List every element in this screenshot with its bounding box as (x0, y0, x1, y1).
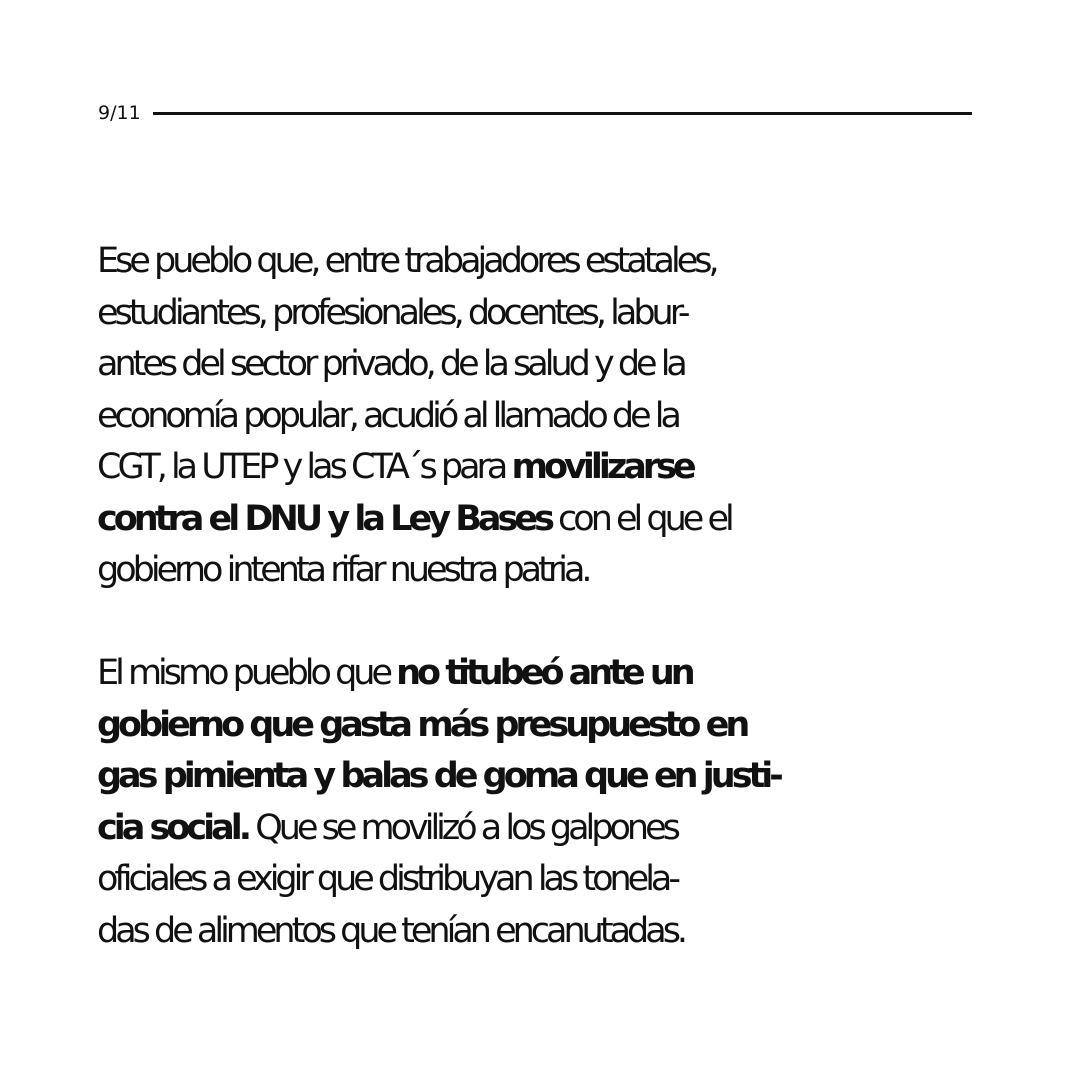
page-indicator: 9/11 (98, 102, 141, 124)
p1-line-5-bold: movilizarse (511, 447, 693, 487)
body-text (97, 236, 987, 957)
p1-line-7: gobierno intenta rifar nuestra patria. (97, 550, 589, 590)
p2-line-3: gas pimienta y balas de goma que en justi- (97, 756, 780, 796)
p1-line-5-regular: CGT, la UTEP y las CTA´s para (97, 447, 512, 487)
p1-line-6-bold: contra el DNU y la Ley Bases (97, 498, 551, 539)
p2-line-4-regular: Que se movilizó a los galpones (248, 807, 677, 848)
paragraph-1 (97, 236, 987, 597)
p1-line-4: economía popular, acudió al llamado de la (97, 395, 678, 436)
p1-line-5 (97, 442, 987, 494)
p2-line-6: das de alimentos que tenían encanutadas. (97, 910, 685, 951)
paragraph-spacer (97, 597, 987, 649)
p2-line-2: gobierno que gasta más presupuesto en (97, 704, 747, 745)
p1-line-6-regular: con el que el (550, 498, 731, 539)
page-header (98, 99, 972, 127)
p2-line-4 (97, 803, 987, 855)
p2-line-1-bold: no titubeó ante un (396, 653, 692, 693)
header-divider (153, 112, 972, 115)
p1-line-6 (97, 494, 987, 546)
p2-line-5: oficiales a exigir que distribuyan las tonela- (97, 859, 678, 899)
p1-line-1: Ese pueblo que, entre trabajadores estatales, (97, 241, 716, 281)
paragraph-2 (97, 648, 987, 957)
p2-line-4-bold: cia social. (97, 807, 249, 848)
p1-line-3: antes del sector privado, de la salud y de la (97, 344, 684, 384)
p2-line-1 (97, 648, 987, 700)
p1-line-2: estudiantes, profesionales, docentes, labur- (97, 292, 687, 333)
p2-line-1-regular: El mismo pueblo que (97, 653, 397, 693)
